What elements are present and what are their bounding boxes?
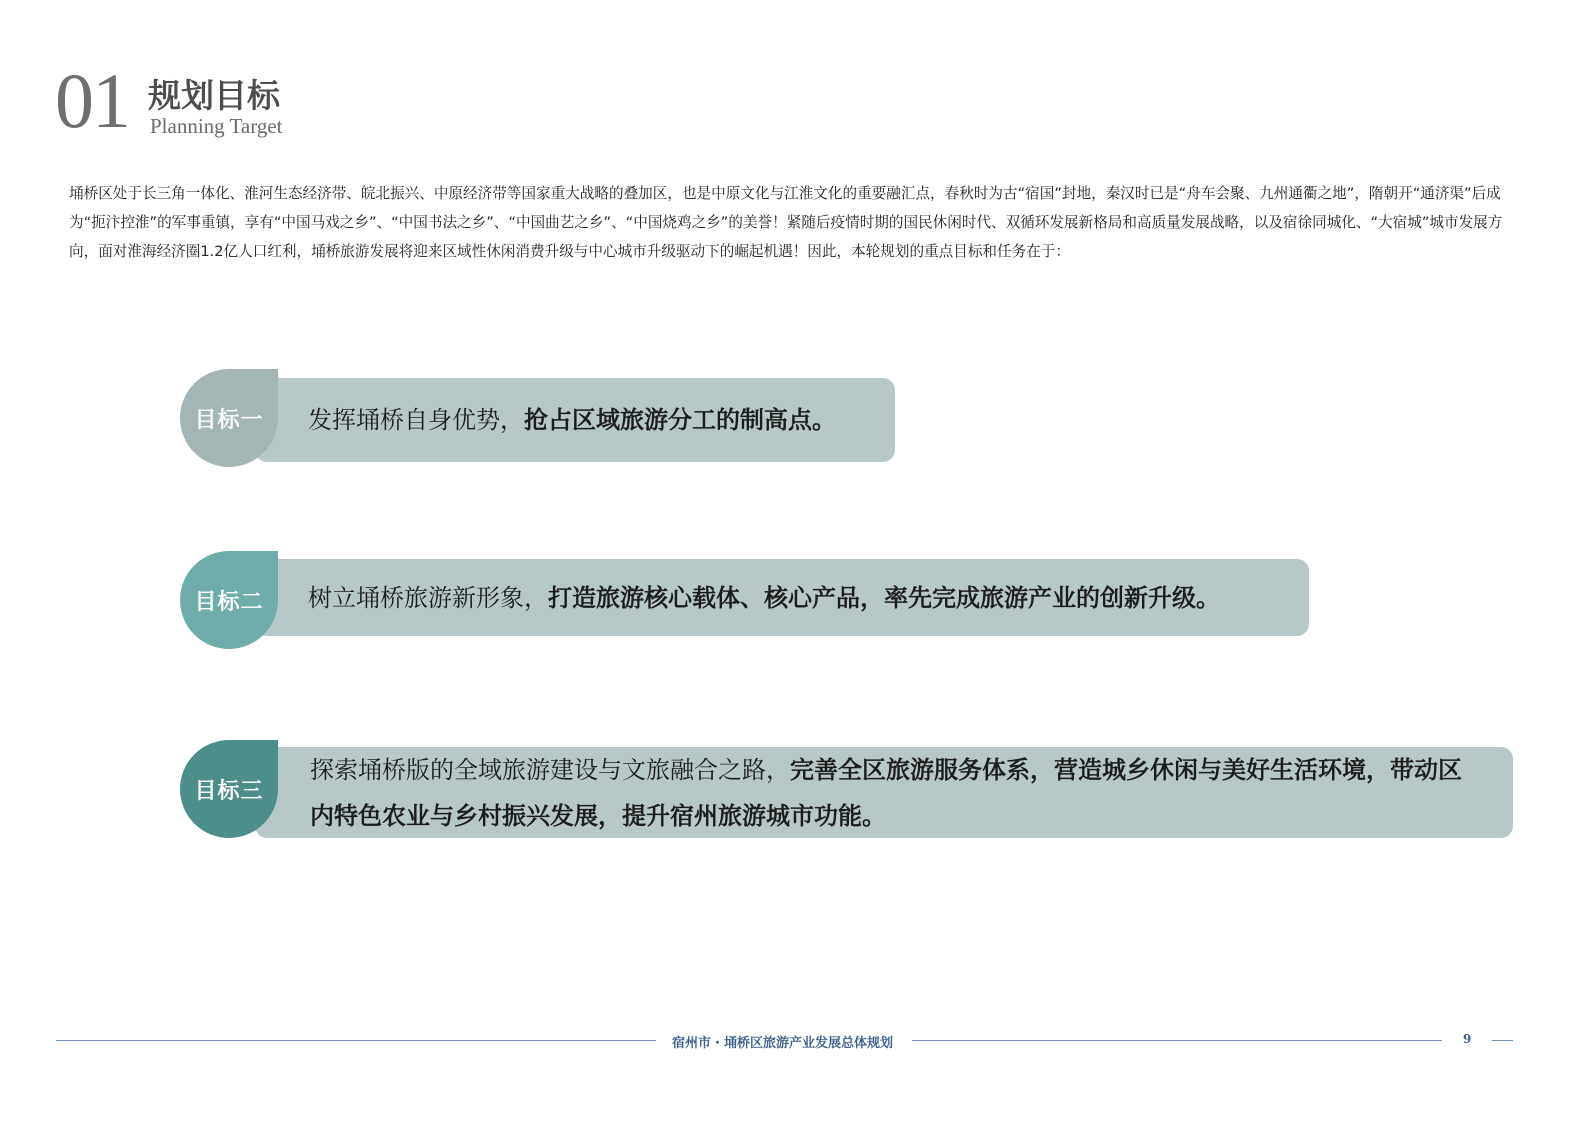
footer-divider-right xyxy=(1492,1040,1513,1041)
goal-bar xyxy=(255,559,1309,636)
goal-badge: 目标三 xyxy=(180,740,278,838)
goal-item-1 xyxy=(180,369,895,467)
goal-item-2 xyxy=(180,551,1309,649)
goal-bar xyxy=(255,378,895,462)
section-subtitle: Planning Target xyxy=(150,114,283,138)
goal-text-normal: 发挥埇桥自身优势， xyxy=(308,406,524,434)
goal-text-normal: 探索埇桥版的全域旅游建设与文旅融合之路， xyxy=(310,755,790,784)
goal-text xyxy=(308,397,836,443)
footer-divider-middle xyxy=(912,1040,1442,1041)
section-title: 规划目标 xyxy=(148,76,280,115)
intro-paragraph: 埇桥区处于长三角一体化、淮河生态经济带、皖北振兴、中原经济带等国家重大战略的叠加区，也是中原文化与江淮文化的重要融汇点，春秋时为古“宿国”封地，秦汉时已是“舟车会聚、九州通衢之地”，隋朝开“通济渠”后成为“扼汴控淮”的军事重镇，享有“中国马戏之乡”、“中国书法之乡”、“中国曲艺之乡”、“中国烧鸡之乡”的美誉！紧随后疫情时期的国民休闲时代、双循环发展新格局和高质量发展战略，以及宿徐同城化、“大宿城”城市发展方向，面对淮海经济圈1.2亿人口红利，埇桥旅游发展将迎来区域性休闲消费升级与中心城市升级驱动下的崛起机遇！因此，本轮规划的重点目标和任务在于： xyxy=(69,185,1503,260)
goal-bar xyxy=(255,747,1513,838)
goal-text xyxy=(310,747,1483,839)
page-number: 9 xyxy=(1463,1032,1472,1046)
goal-text-normal: 树立埇桥旅游新形象， xyxy=(308,583,548,612)
footer-title: 宿州市・埇桥区旅游产业发展总体规划 xyxy=(672,1036,894,1051)
goal-badge: 目标二 xyxy=(180,551,278,649)
goal-text xyxy=(308,575,1220,621)
goal-text-bold: 完善全区旅游服务体系，营造城乡休闲与美好生活环境，带动区内特色农业与乡村振兴发展，提升宿州旅游城市功能。 xyxy=(310,755,1462,830)
goal-text-bold: 抢占区域旅游分工的制高点。 xyxy=(524,406,836,434)
goal-badge: 目标一 xyxy=(180,369,278,467)
section-number: 01 xyxy=(55,57,129,144)
footer-divider-left xyxy=(56,1040,656,1041)
goal-item-3 xyxy=(180,740,1513,838)
goal-text-bold: 打造旅游核心载体、核心产品，率先完成旅游产业的创新升级。 xyxy=(548,583,1220,612)
